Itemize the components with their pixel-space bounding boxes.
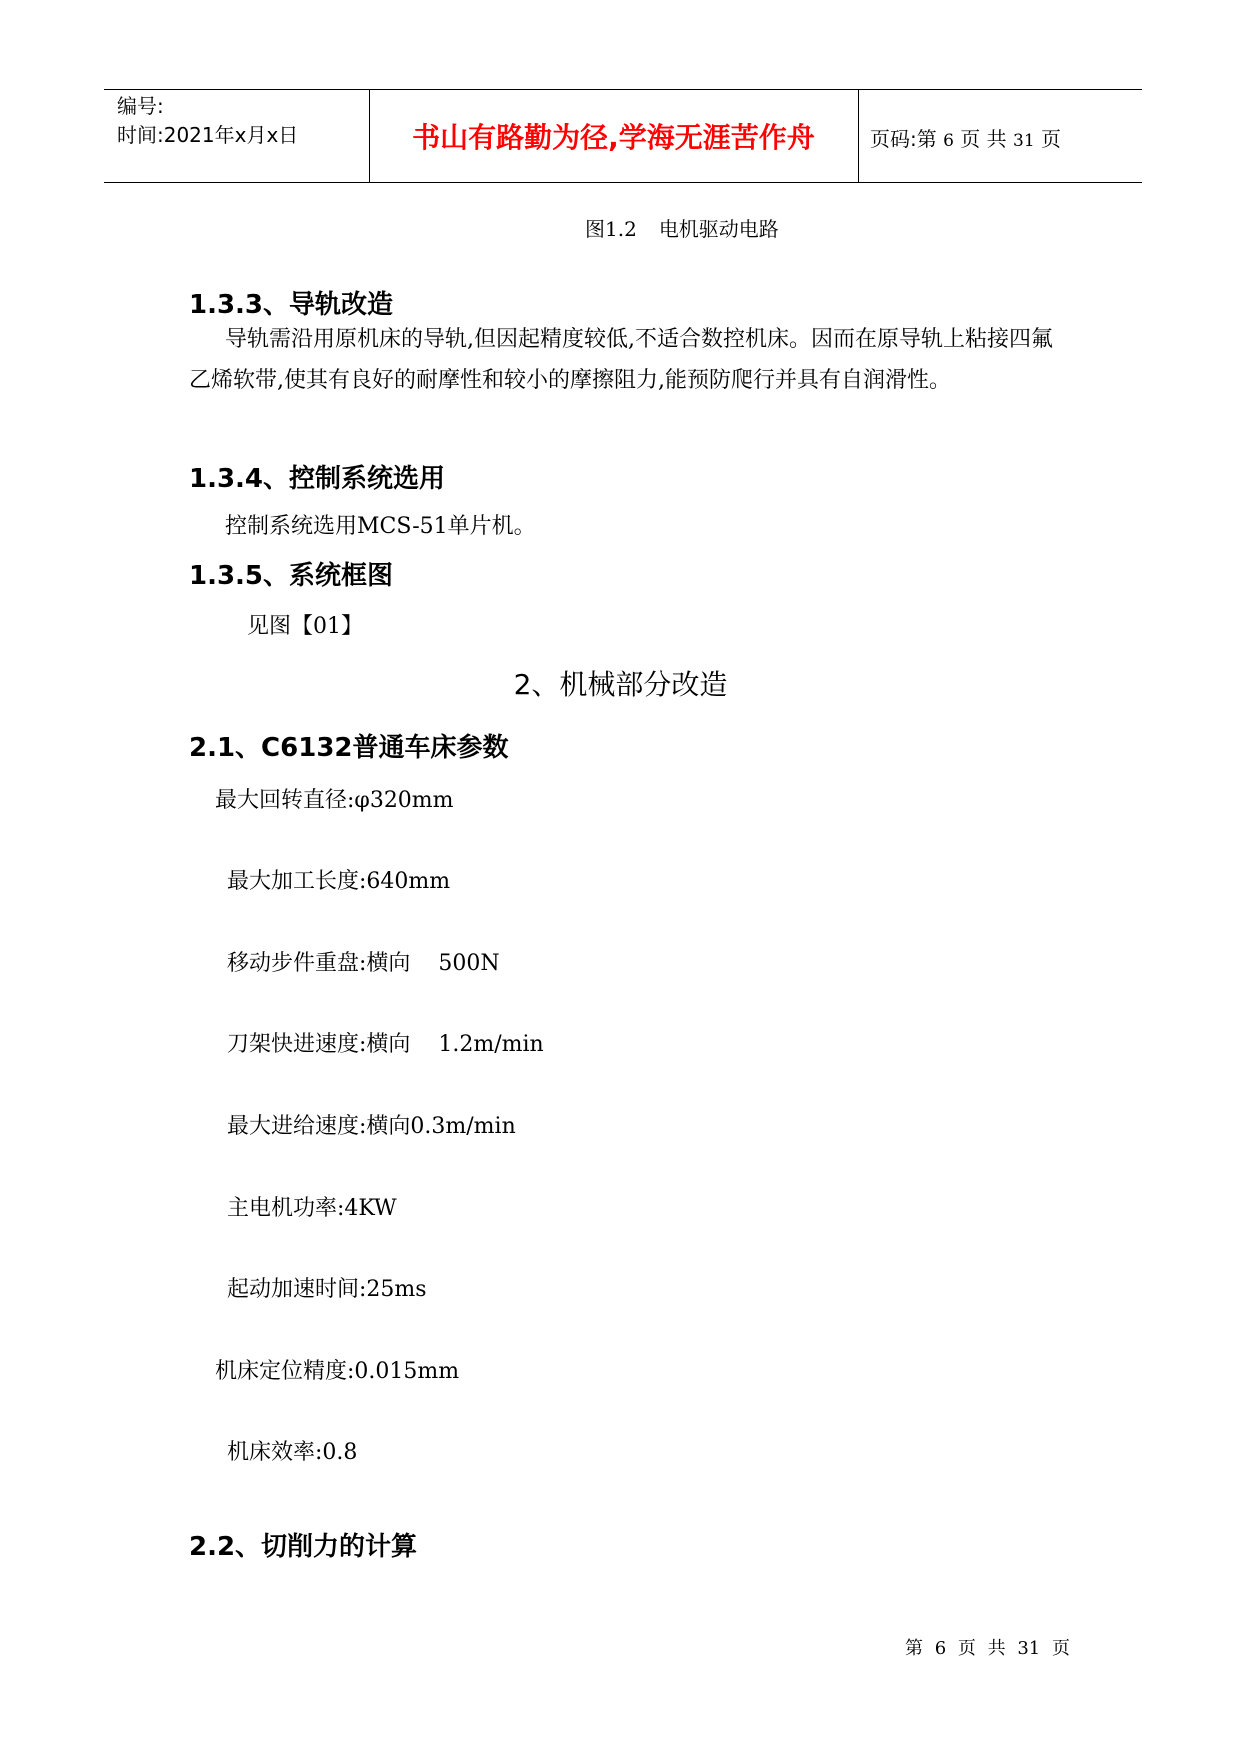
param-item: 最大加工长度:640mm bbox=[227, 869, 451, 894]
param-item: 机床定位精度:0.015mm bbox=[215, 1359, 460, 1384]
section-heading-1-3-4: 1.3.4、控制系统选用 bbox=[189, 464, 446, 494]
param-item: 起动加速时间:25ms bbox=[227, 1277, 427, 1302]
document-time: 时间:2021年x月x日 bbox=[117, 123, 299, 147]
page-footer: 第 6 页 共 31 页 bbox=[905, 1638, 1070, 1659]
param-item: 移动步件重盘:横向 500N bbox=[227, 951, 500, 976]
header-bottom-rule bbox=[104, 182, 1142, 183]
section-heading-2-2: 2.2、切削力的计算 bbox=[189, 1532, 418, 1562]
param-item: 最大进给速度:横向0.3m/min bbox=[227, 1114, 516, 1139]
section-body-1-3-5: 见图【01】 bbox=[247, 614, 363, 639]
param-item: 机床效率:0.8 bbox=[227, 1440, 358, 1465]
page-suffix: 页 bbox=[1041, 127, 1062, 151]
param-item: 刀架快进速度:横向 1.2m/min bbox=[227, 1032, 544, 1057]
section-body-1-3-3: 导轨需沿用原机床的导轨,但因起精度较低,不适合数控机床。因而在原导轨上粘接四氟乙烯软带,使其有良好的耐摩性和较小的摩擦阻力,能预防爬行并具有自润滑性。 bbox=[189, 327, 1053, 393]
header-top-rule bbox=[104, 89, 1142, 90]
figure-caption bbox=[585, 213, 801, 242]
section-heading-1-3-3: 1.3.3、导轨改造 bbox=[189, 290, 394, 320]
header-page-info bbox=[870, 123, 1061, 152]
figure-title: 电机驱动电路 bbox=[658, 217, 779, 241]
section-heading-2-1: 2.1、C6132普通车床参数 bbox=[189, 733, 509, 763]
header-meta bbox=[117, 92, 298, 150]
chapter-title: 2、机械部分改造 bbox=[513, 668, 728, 701]
param-item: 主电机功率:4KW bbox=[227, 1196, 397, 1221]
figure-label: 图1.2 bbox=[585, 217, 637, 241]
section-body-1-3-4: 控制系统选用MCS-51单片机。 bbox=[225, 514, 536, 539]
header-divider-right bbox=[858, 89, 859, 183]
document-number-label: 编号: bbox=[117, 94, 164, 118]
param-item: 最大回转直径:φ320mm bbox=[215, 788, 454, 813]
page-total: 31 bbox=[1013, 131, 1035, 151]
header-motto: 书山有路勤为径,学海无涯苦作舟 bbox=[412, 121, 815, 154]
page-prefix: 页码:第 bbox=[870, 127, 937, 151]
page-mid: 页 共 bbox=[960, 127, 1007, 151]
section-heading-1-3-5: 1.3.5、系统框图 bbox=[189, 561, 394, 591]
page-current: 6 bbox=[943, 131, 954, 151]
